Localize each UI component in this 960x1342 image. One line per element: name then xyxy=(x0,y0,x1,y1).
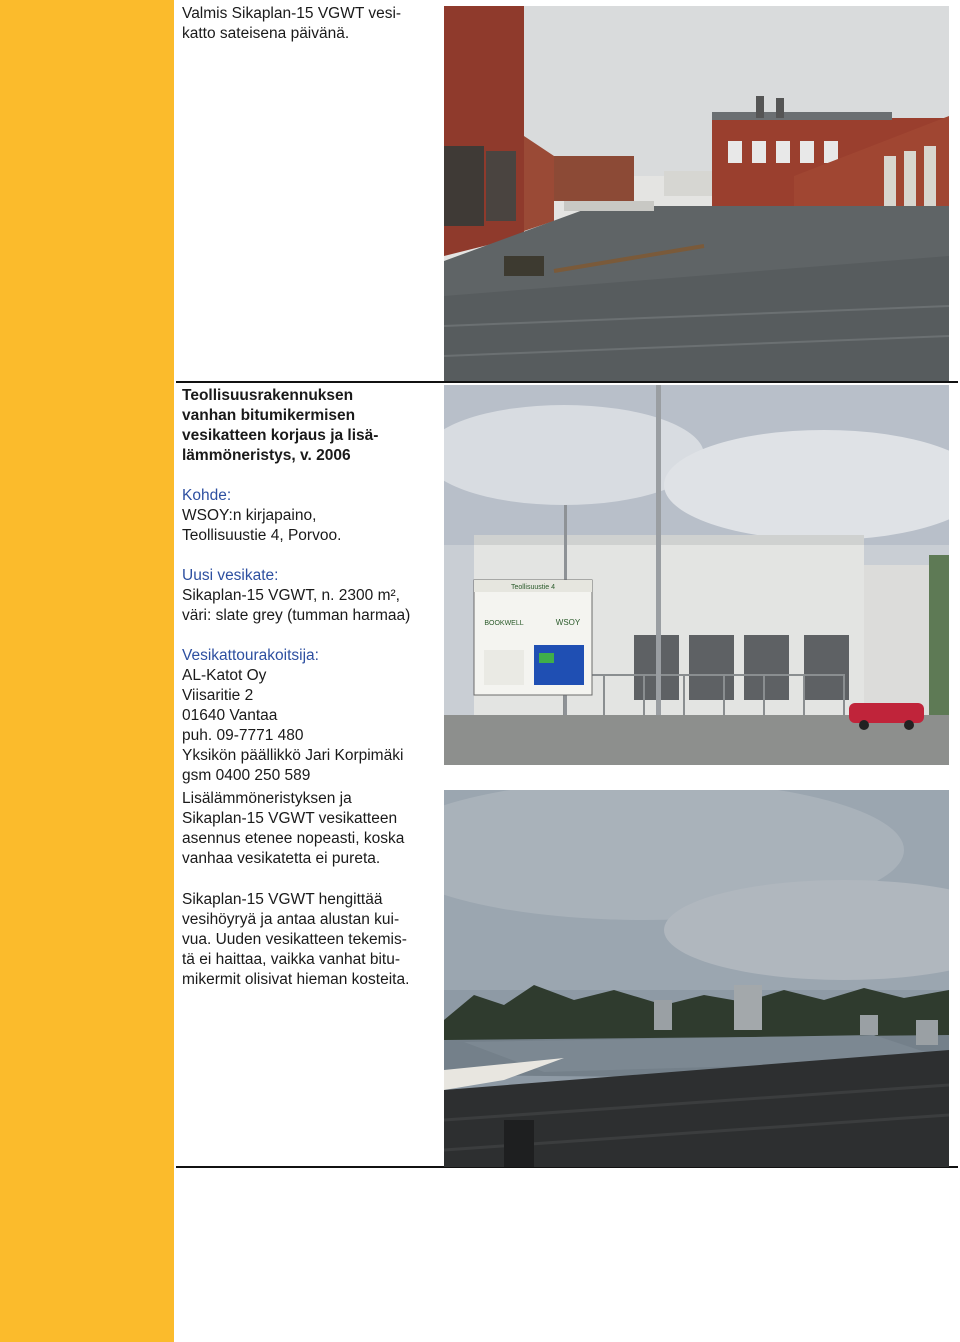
kohde-line: Teollisuustie 4, Porvoo. xyxy=(182,527,342,544)
vesikate-line: Sikaplan-15 VGWT, n. 2300 m², xyxy=(182,587,400,604)
project-title-line: Teollisuusrakennuksen xyxy=(182,387,354,404)
sign-brand1: BOOKWELL xyxy=(484,620,524,627)
vesikate-line: väri: slate grey (tumman harmaa) xyxy=(182,607,411,624)
contractor-line: 01640 Vantaa xyxy=(182,707,278,724)
sign-brand2: WSOY xyxy=(555,618,581,627)
project-title-line: vanhan bitumikermisen xyxy=(182,407,356,424)
photo-building-sign xyxy=(444,385,949,765)
caption-line: Sikaplan-15 VGWT vesikatteen xyxy=(182,810,398,827)
project-info xyxy=(182,386,437,786)
photo-finished-roof xyxy=(444,6,949,381)
photo-roof-installation xyxy=(444,790,949,1167)
caption-line: vua. Uuden vesikatteen tekemis- xyxy=(182,931,407,948)
contractor-label: Vesikattourakoitsija: xyxy=(182,647,319,664)
contractor-line: puh. 09-7771 480 xyxy=(182,727,304,744)
caption-line: vanhaa vesikatetta ei pureta. xyxy=(182,850,381,867)
spacer xyxy=(182,466,437,486)
contractor-line: AL-Katot Oy xyxy=(182,667,267,684)
sidebar-accent-bar xyxy=(0,0,174,1342)
spacer xyxy=(182,626,437,646)
contractor-line: Yksikön päällikkö Jari Korpimäki xyxy=(182,747,404,764)
contractor-line: Viisaritie 2 xyxy=(182,687,254,704)
caption-breathing xyxy=(182,890,437,990)
caption-line: Valmis Sikaplan-15 VGWT vesi- xyxy=(182,5,402,22)
spacer xyxy=(182,546,437,566)
caption-installation xyxy=(182,789,437,869)
contractor-line: gsm 0400 250 589 xyxy=(182,767,311,784)
caption-line: asennus etenee nopeasti, koska xyxy=(182,830,405,847)
caption-line: vesihöyryä ja antaa alustan kui- xyxy=(182,911,400,928)
caption-finished-roof xyxy=(182,4,437,44)
caption-line: Lisälämmöneristyksen ja xyxy=(182,790,352,807)
caption-line: katto sateisena päivänä. xyxy=(182,25,350,42)
caption-line: Sikaplan-15 VGWT hengittää xyxy=(182,891,383,908)
project-title-line: lämmöneristys, v. 2006 xyxy=(182,447,351,464)
project-title-line: vesikatteen korjaus ja lisä- xyxy=(182,427,379,444)
divider-rule xyxy=(176,381,958,383)
caption-line: tä ei haittaa, vaikka vanhat bitu- xyxy=(182,951,400,968)
kohde-line: WSOY:n kirjapaino, xyxy=(182,507,317,524)
sign-street: Teollisuustie 4 xyxy=(511,584,555,591)
caption-line: mikermit olisivat hieman kosteita. xyxy=(182,971,410,988)
vesikate-label: Uusi vesikate: xyxy=(182,567,279,584)
kohde-label: Kohde: xyxy=(182,487,232,504)
